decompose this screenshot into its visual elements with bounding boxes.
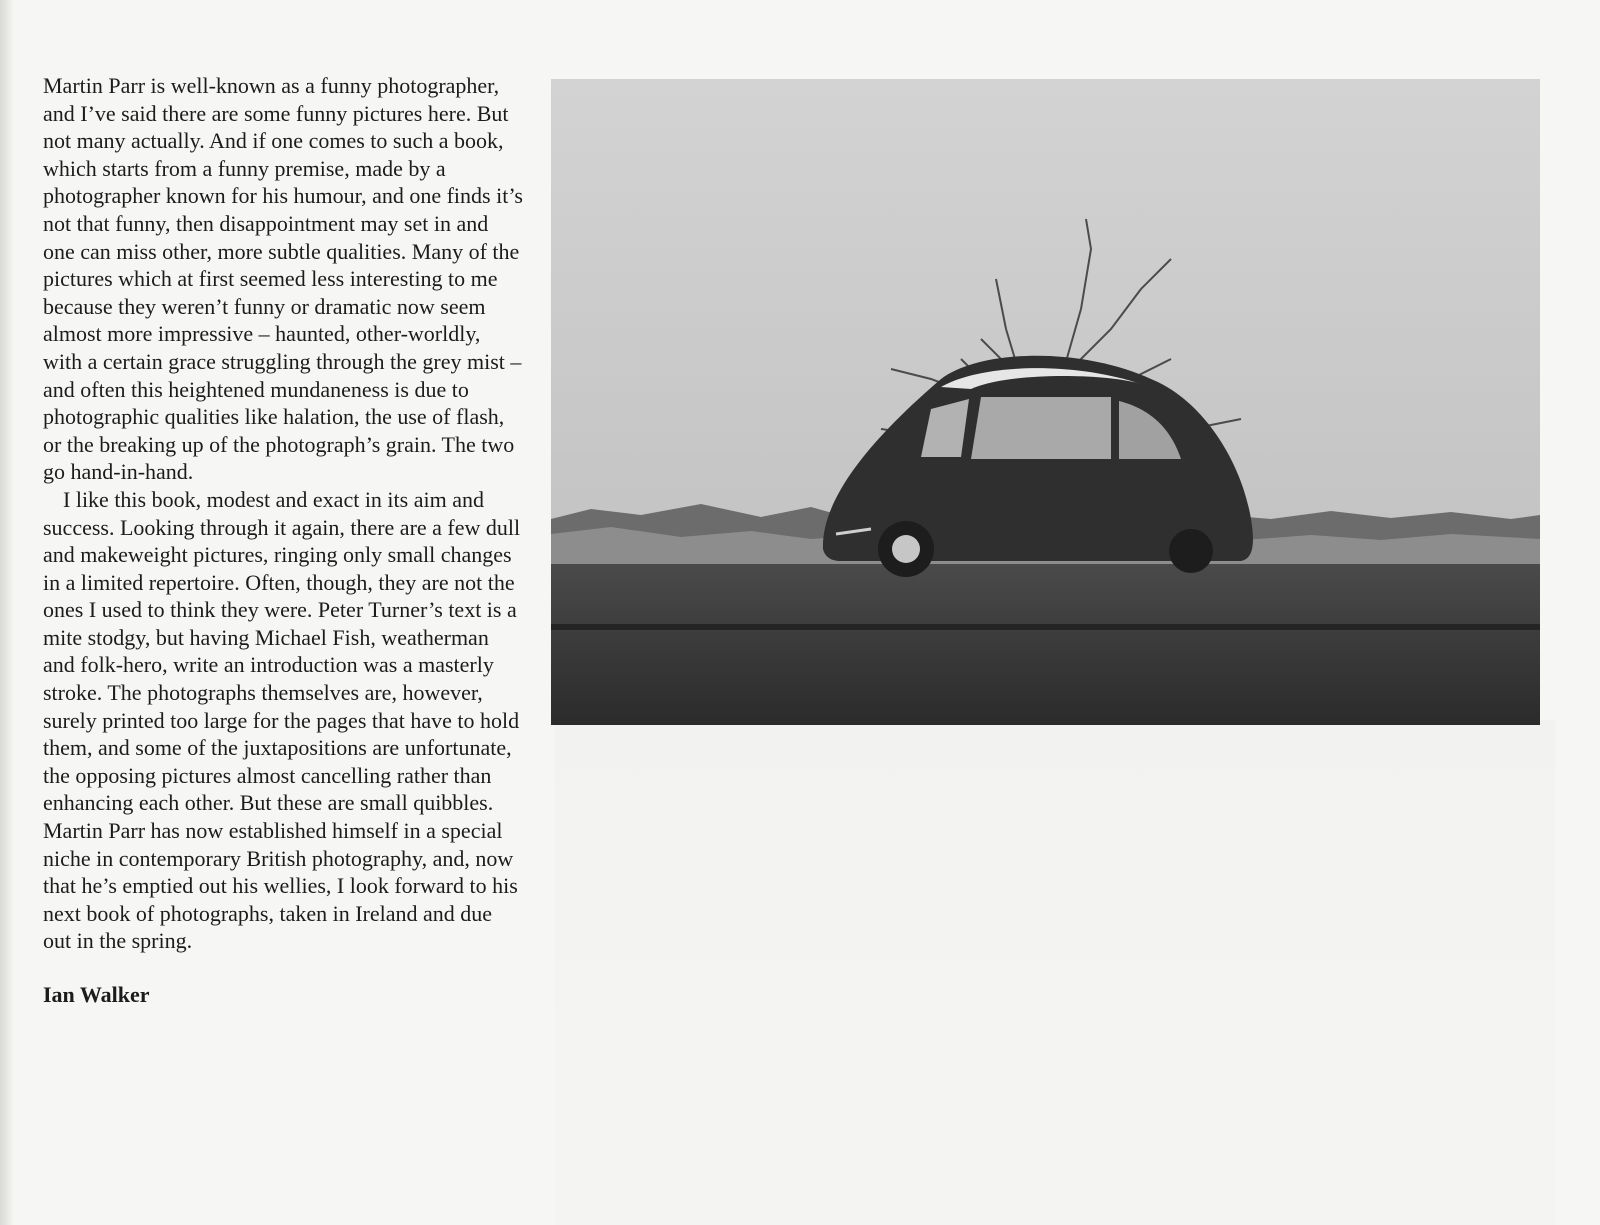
- road-edge: [551, 624, 1540, 630]
- author-byline: Ian Walker: [43, 982, 150, 1007]
- photograph: [551, 79, 1540, 725]
- photograph-icon: [551, 79, 1540, 725]
- article-column: [43, 72, 523, 1009]
- article-paragraph-1: Martin Parr is well-known as a funny photographer, and I’ve said there are some funny pictures here. But not many actually. And if one comes to such a book, which starts from a funny premise, made by a photographer known for his humour, and one finds it’s not that funny, then disappointment may set in and one can miss other, more subtle qualities. Many of the pictures which at first seemed less interesting to me because they weren’t funny or dramatic now seem almost more impressive – haunted, other-worldly, with a certain grace struggling through the grey mist – and often this heightened mundaneness is due to photographic qualities like halation, the use of flash, or the breaking up of the photograph’s grain. The two go hand-in-hand.: [43, 73, 523, 485]
- show-through-area: [555, 720, 1555, 1225]
- article-body: [43, 72, 523, 955]
- road: [551, 564, 1540, 725]
- page-edge-shadow: [0, 0, 14, 1225]
- article-paragraph-2: I like this book, modest and exact in its aim and success. Looking through it again, there are a few dull and makeweight pictures, ringing only small changes in a limited repertoire. Often, though, they are not the ones I used to think they were. Peter Turner’s text is a mite stodgy, but having Michael Fish, weatherman and folk-hero, write an introduction was a masterly stroke. The photographs themselves are, however, surely printed too large for the pages that have to hold them, and some of the juxtapositions are unfortunate, the opposing pictures almost cancelling rather than enhancing each other. But these are small quibbles. Martin Parr has now established himself in a special niche in contemporary British photography, and, now that he’s emptied out his wellies, I look forward to his next book of photographs, taken in Ireland and due out in the spring.: [43, 486, 521, 954]
